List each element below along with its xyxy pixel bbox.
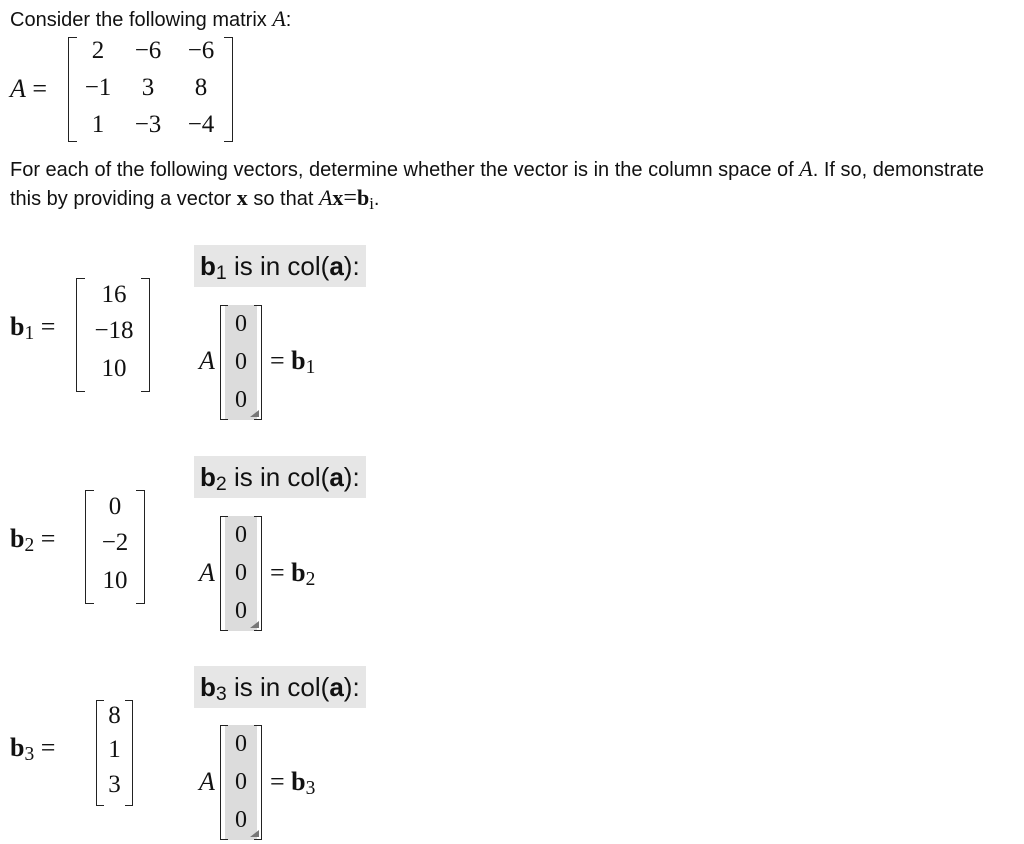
intro-text: Consider the following matrix xyxy=(10,9,273,31)
b1-header-text: is in col( xyxy=(226,251,330,281)
b2-header-text: is in col( xyxy=(226,462,330,492)
b1-answer-x1-input[interactable] xyxy=(220,311,262,337)
b3-header-a: a xyxy=(329,672,344,702)
instructions-vector-x: x xyxy=(332,185,344,210)
b3-answer-x1-input[interactable] xyxy=(220,731,262,757)
b3-answer-x3-input[interactable] xyxy=(220,807,262,833)
instructions-text: so that xyxy=(247,188,319,210)
b3-answer-vector xyxy=(220,725,262,840)
b3-header-close: ): xyxy=(343,672,360,702)
vector-b3-entry: 1 xyxy=(108,736,121,763)
matrix-a-name: A xyxy=(10,74,26,103)
b2-answer-subscript: 2 xyxy=(305,569,316,591)
b3-answer-subscript: 3 xyxy=(305,778,316,800)
vector-b1-equals: = xyxy=(40,312,56,341)
vector-b2-entry: 0 xyxy=(108,493,122,520)
matrix-a-cell: −3 xyxy=(134,111,162,138)
b2-answer-rhs xyxy=(270,558,316,591)
b1-header-a: a xyxy=(329,251,344,281)
vector-b1-label xyxy=(10,312,56,345)
b2-answer-b: b xyxy=(291,558,306,587)
vector-b1-entry: 16 xyxy=(101,281,127,308)
vector-b2-name: b xyxy=(10,524,25,553)
matrix-a-label xyxy=(10,74,47,104)
b1-answer-rhs xyxy=(270,346,316,379)
matrix-a-cell: −1 xyxy=(84,74,112,101)
vector-b2-subscript: 2 xyxy=(24,535,35,557)
vector-b1-subscript: 1 xyxy=(24,323,35,345)
instructions xyxy=(10,155,1015,214)
instructions-equals: = xyxy=(343,185,357,211)
vector-b3-label xyxy=(10,733,56,766)
b1-answer-x3-input[interactable] xyxy=(220,387,262,413)
matrix-a-cell: −6 xyxy=(187,37,215,64)
vector-b3 xyxy=(96,700,133,806)
b3-answer-rhs xyxy=(270,767,316,800)
b1-answer-subscript: 1 xyxy=(305,357,316,379)
b1-answer-a: A xyxy=(199,346,215,375)
instructions-text: . If so, demonstrate this by providing a vector xyxy=(10,159,984,210)
b1-header xyxy=(194,245,366,287)
b2-answer-x3-input[interactable] xyxy=(220,598,262,624)
vector-b2-equals: = xyxy=(40,524,56,553)
b2-answer-equals: = xyxy=(270,558,285,587)
matrix-a-cell: 8 xyxy=(194,74,208,101)
matrix-a-cell: −4 xyxy=(187,111,215,138)
matrix-a-left-bracket xyxy=(68,37,77,142)
vector-b3-equals: = xyxy=(40,733,56,762)
b1-answer-equals: = xyxy=(270,346,285,375)
b3-answer-equals: = xyxy=(270,767,285,796)
b2-answer-vector xyxy=(220,516,262,631)
vector-b2-entry: 10 xyxy=(102,567,128,594)
vector-b1-entry: 10 xyxy=(101,355,127,382)
b2-header-subscript: 2 xyxy=(215,473,227,496)
vector-b3-entry: 8 xyxy=(108,702,121,729)
instructions-subscript-i: i xyxy=(369,193,374,213)
b3-answer-x2-input[interactable] xyxy=(220,769,262,795)
intro-colon: : xyxy=(285,9,292,31)
matrix-a-equals: = xyxy=(32,74,48,103)
b2-answer-x1-input[interactable] xyxy=(220,522,262,548)
b2-header-a: a xyxy=(329,462,344,492)
b2-answer-a: A xyxy=(199,558,215,587)
vector-b1-name: b xyxy=(10,312,25,341)
b3-header-text: is in col( xyxy=(226,672,330,702)
matrix-a-cell: 1 xyxy=(91,111,105,138)
instructions-var-a: A xyxy=(799,156,813,181)
vector-b3-name: b xyxy=(10,733,25,762)
b2-header-b: b xyxy=(200,462,216,492)
vector-b3-entry: 3 xyxy=(108,771,121,798)
instructions-var-a: A xyxy=(318,185,333,210)
b1-answer-b: b xyxy=(291,346,306,375)
matrix-a xyxy=(68,37,233,142)
vector-b2 xyxy=(85,490,145,604)
b3-answer-b: b xyxy=(291,767,306,796)
b2-answer-x2-input[interactable] xyxy=(220,560,262,586)
b2-header-close: ): xyxy=(343,462,360,492)
vector-b1 xyxy=(76,278,150,392)
b1-answer-x2-input[interactable] xyxy=(220,349,262,375)
matrix-a-cell: 3 xyxy=(141,74,155,101)
matrix-a-cell: 2 xyxy=(91,37,105,64)
vector-b1-entry: −18 xyxy=(94,317,134,344)
b1-header-close: ): xyxy=(343,251,360,281)
vector-b3-subscript: 3 xyxy=(24,744,35,766)
instructions-text: For each of the following vectors, determine whether the vector is in the column space of xyxy=(10,159,800,181)
vector-b2-entry: −2 xyxy=(101,529,129,556)
intro-matrix-var: A xyxy=(272,6,286,31)
vector-b2-label xyxy=(10,524,56,557)
b1-header-b: b xyxy=(200,251,216,281)
instructions-period: . xyxy=(373,188,380,210)
b3-header xyxy=(194,666,366,708)
b3-answer-a: A xyxy=(199,767,215,796)
b3-header-subscript: 3 xyxy=(215,683,227,706)
instructions-vector-x: x xyxy=(236,185,248,210)
intro-line xyxy=(10,6,291,32)
b3-header-b: b xyxy=(200,672,216,702)
instructions-vector-b: b xyxy=(356,185,370,210)
b2-header xyxy=(194,456,366,498)
b1-header-subscript: 1 xyxy=(215,262,227,285)
matrix-a-cell: −6 xyxy=(134,37,162,64)
b1-answer-vector xyxy=(220,305,262,420)
